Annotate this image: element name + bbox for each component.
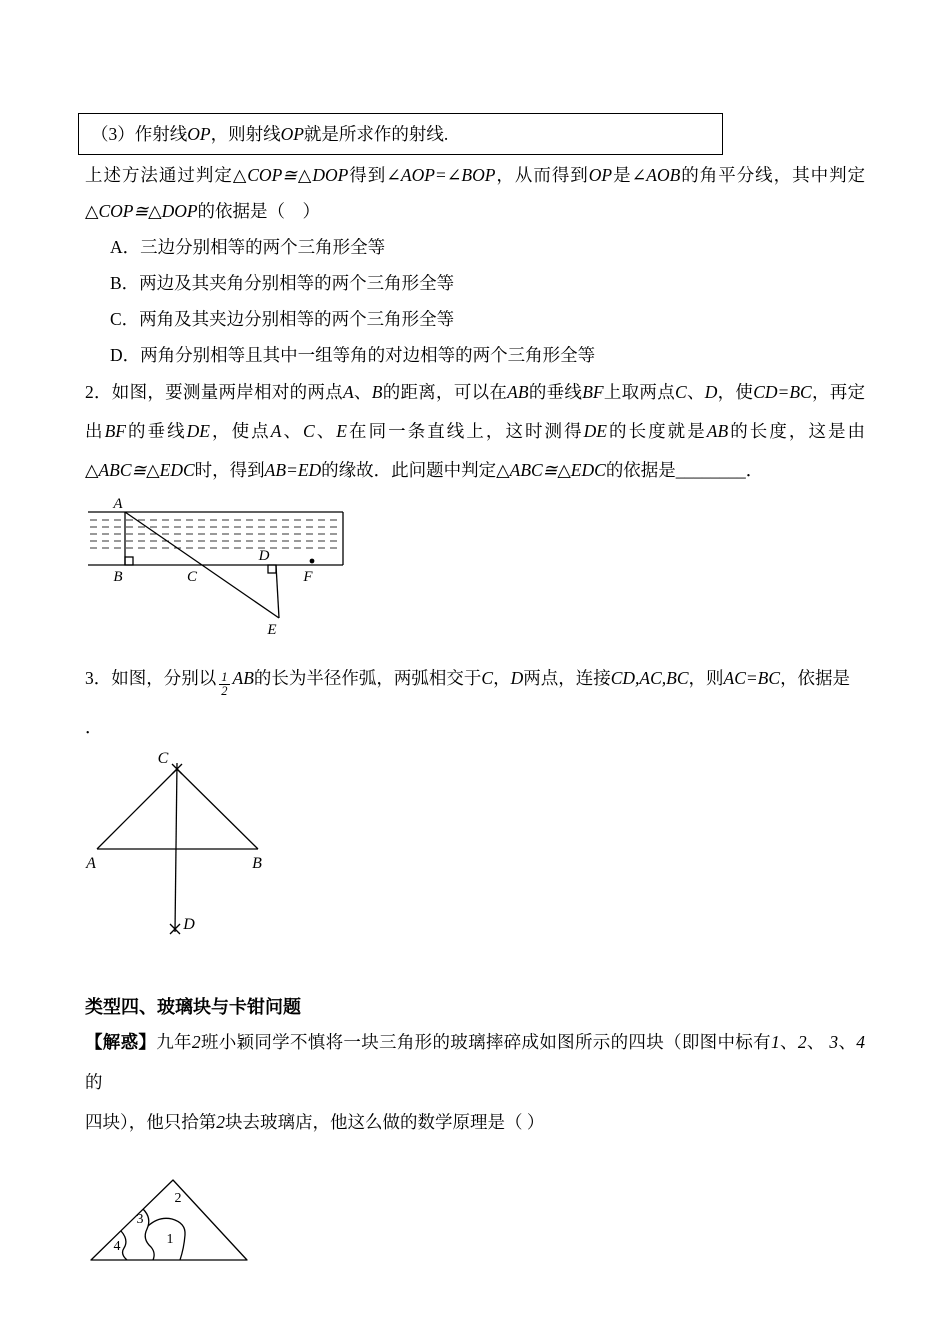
point-label-e: E (267, 622, 277, 638)
piece-label-3: 3 (136, 1212, 144, 1227)
point-dot-f (310, 559, 315, 564)
crack-line-2 (143, 1209, 154, 1260)
figure-broken-glass (85, 1168, 265, 1268)
fraction-numerator: 1 (221, 669, 228, 684)
question-3-before-fraction: 3．如图，分别以 (85, 668, 217, 688)
point-label-a: A (86, 855, 96, 872)
question-3-after-fraction: AB的长为半径作弧，两弧相交于C，D两点，连接CD,AC,BC，则AC=BC，依据是 (232, 668, 851, 688)
question-2-line-3: △ABC≅△EDC时，得到AB=ED的缘故．此问题中判定△ABC≅△EDC的依据是________． (85, 460, 764, 480)
question-2-line-1: 2．如图，要测量两岸相对的两点A、B的距离，可以在AB的垂线BF上取两点C、D，使CD=BC，再定 (85, 382, 866, 402)
question-4-line-1: 【解惑】九年2班小颖同学不慎将一块三角形的玻璃摔碎成如图所示的四块（即图中标有1、2、 3、4的 (85, 1032, 865, 1092)
right-angle-mark-b (125, 557, 133, 565)
point-label-d: D (258, 548, 270, 564)
option-b: B．两边及其夹角分别相等的两个三角形全等 (110, 273, 455, 293)
question-1-intro-line-2: △COP≅△DOP的依据是（ ） (85, 201, 321, 221)
point-label-b: B (252, 855, 262, 872)
fraction-one-half (219, 671, 229, 698)
option-d: D．两角分别相等且其中一组等角的对边相等的两个三角形全等 (110, 345, 596, 365)
figure-arc-construction (85, 749, 305, 944)
question-4-text (85, 1022, 865, 1142)
figure-river-measurement (85, 498, 355, 643)
question-1-options (110, 229, 865, 373)
section-heading: 类型四、玻璃块与卡钳问题 (85, 997, 301, 1017)
question-3-text (85, 657, 865, 699)
question-2-line-2: 出BF的垂线DE，使点A、C、E在同一条直线上，这时测得DE的长度就是AB的长度，这是由 (85, 421, 866, 441)
boxed-note (78, 113, 723, 155)
piece-label-4: 4 (113, 1239, 121, 1254)
water-dashes (90, 520, 341, 548)
question-2-text (85, 373, 865, 490)
point-label-c: C (157, 750, 169, 767)
option-a: A．三边分别相等的两个三角形全等 (110, 237, 386, 257)
point-label-f: F (303, 569, 313, 585)
point-label-c: C (186, 569, 198, 585)
point-label-b: B (113, 569, 123, 585)
piece-label-2: 2 (174, 1191, 182, 1206)
question-4-line-2: 四块），他只拾第2块去玻璃店，他这么做的数学原理是（ ） (85, 1112, 545, 1132)
piece-label-1: 1 (166, 1232, 174, 1247)
question-1-intro-line-1: 上述方法通过判定△COP≅△DOP得到∠AOP=∠BOP，从而得到OP是∠AOB的角平分线，其中判定 (85, 165, 866, 185)
question-3-period-line: ． (85, 717, 103, 737)
right-angle-mark-d (268, 565, 276, 573)
point-label-d: D (183, 916, 195, 933)
option-c: C．两角及其夹边分别相等的两个三角形全等 (110, 309, 455, 329)
question-1-intro (85, 157, 865, 229)
crack-line-1 (121, 1231, 127, 1260)
fraction-denominator: 2 (221, 684, 228, 698)
construction-lines (97, 763, 258, 934)
point-label-a: A (113, 498, 123, 512)
boxed-note-text: （3）作射线OP，则射线OP就是所求作的射线. (91, 124, 449, 144)
